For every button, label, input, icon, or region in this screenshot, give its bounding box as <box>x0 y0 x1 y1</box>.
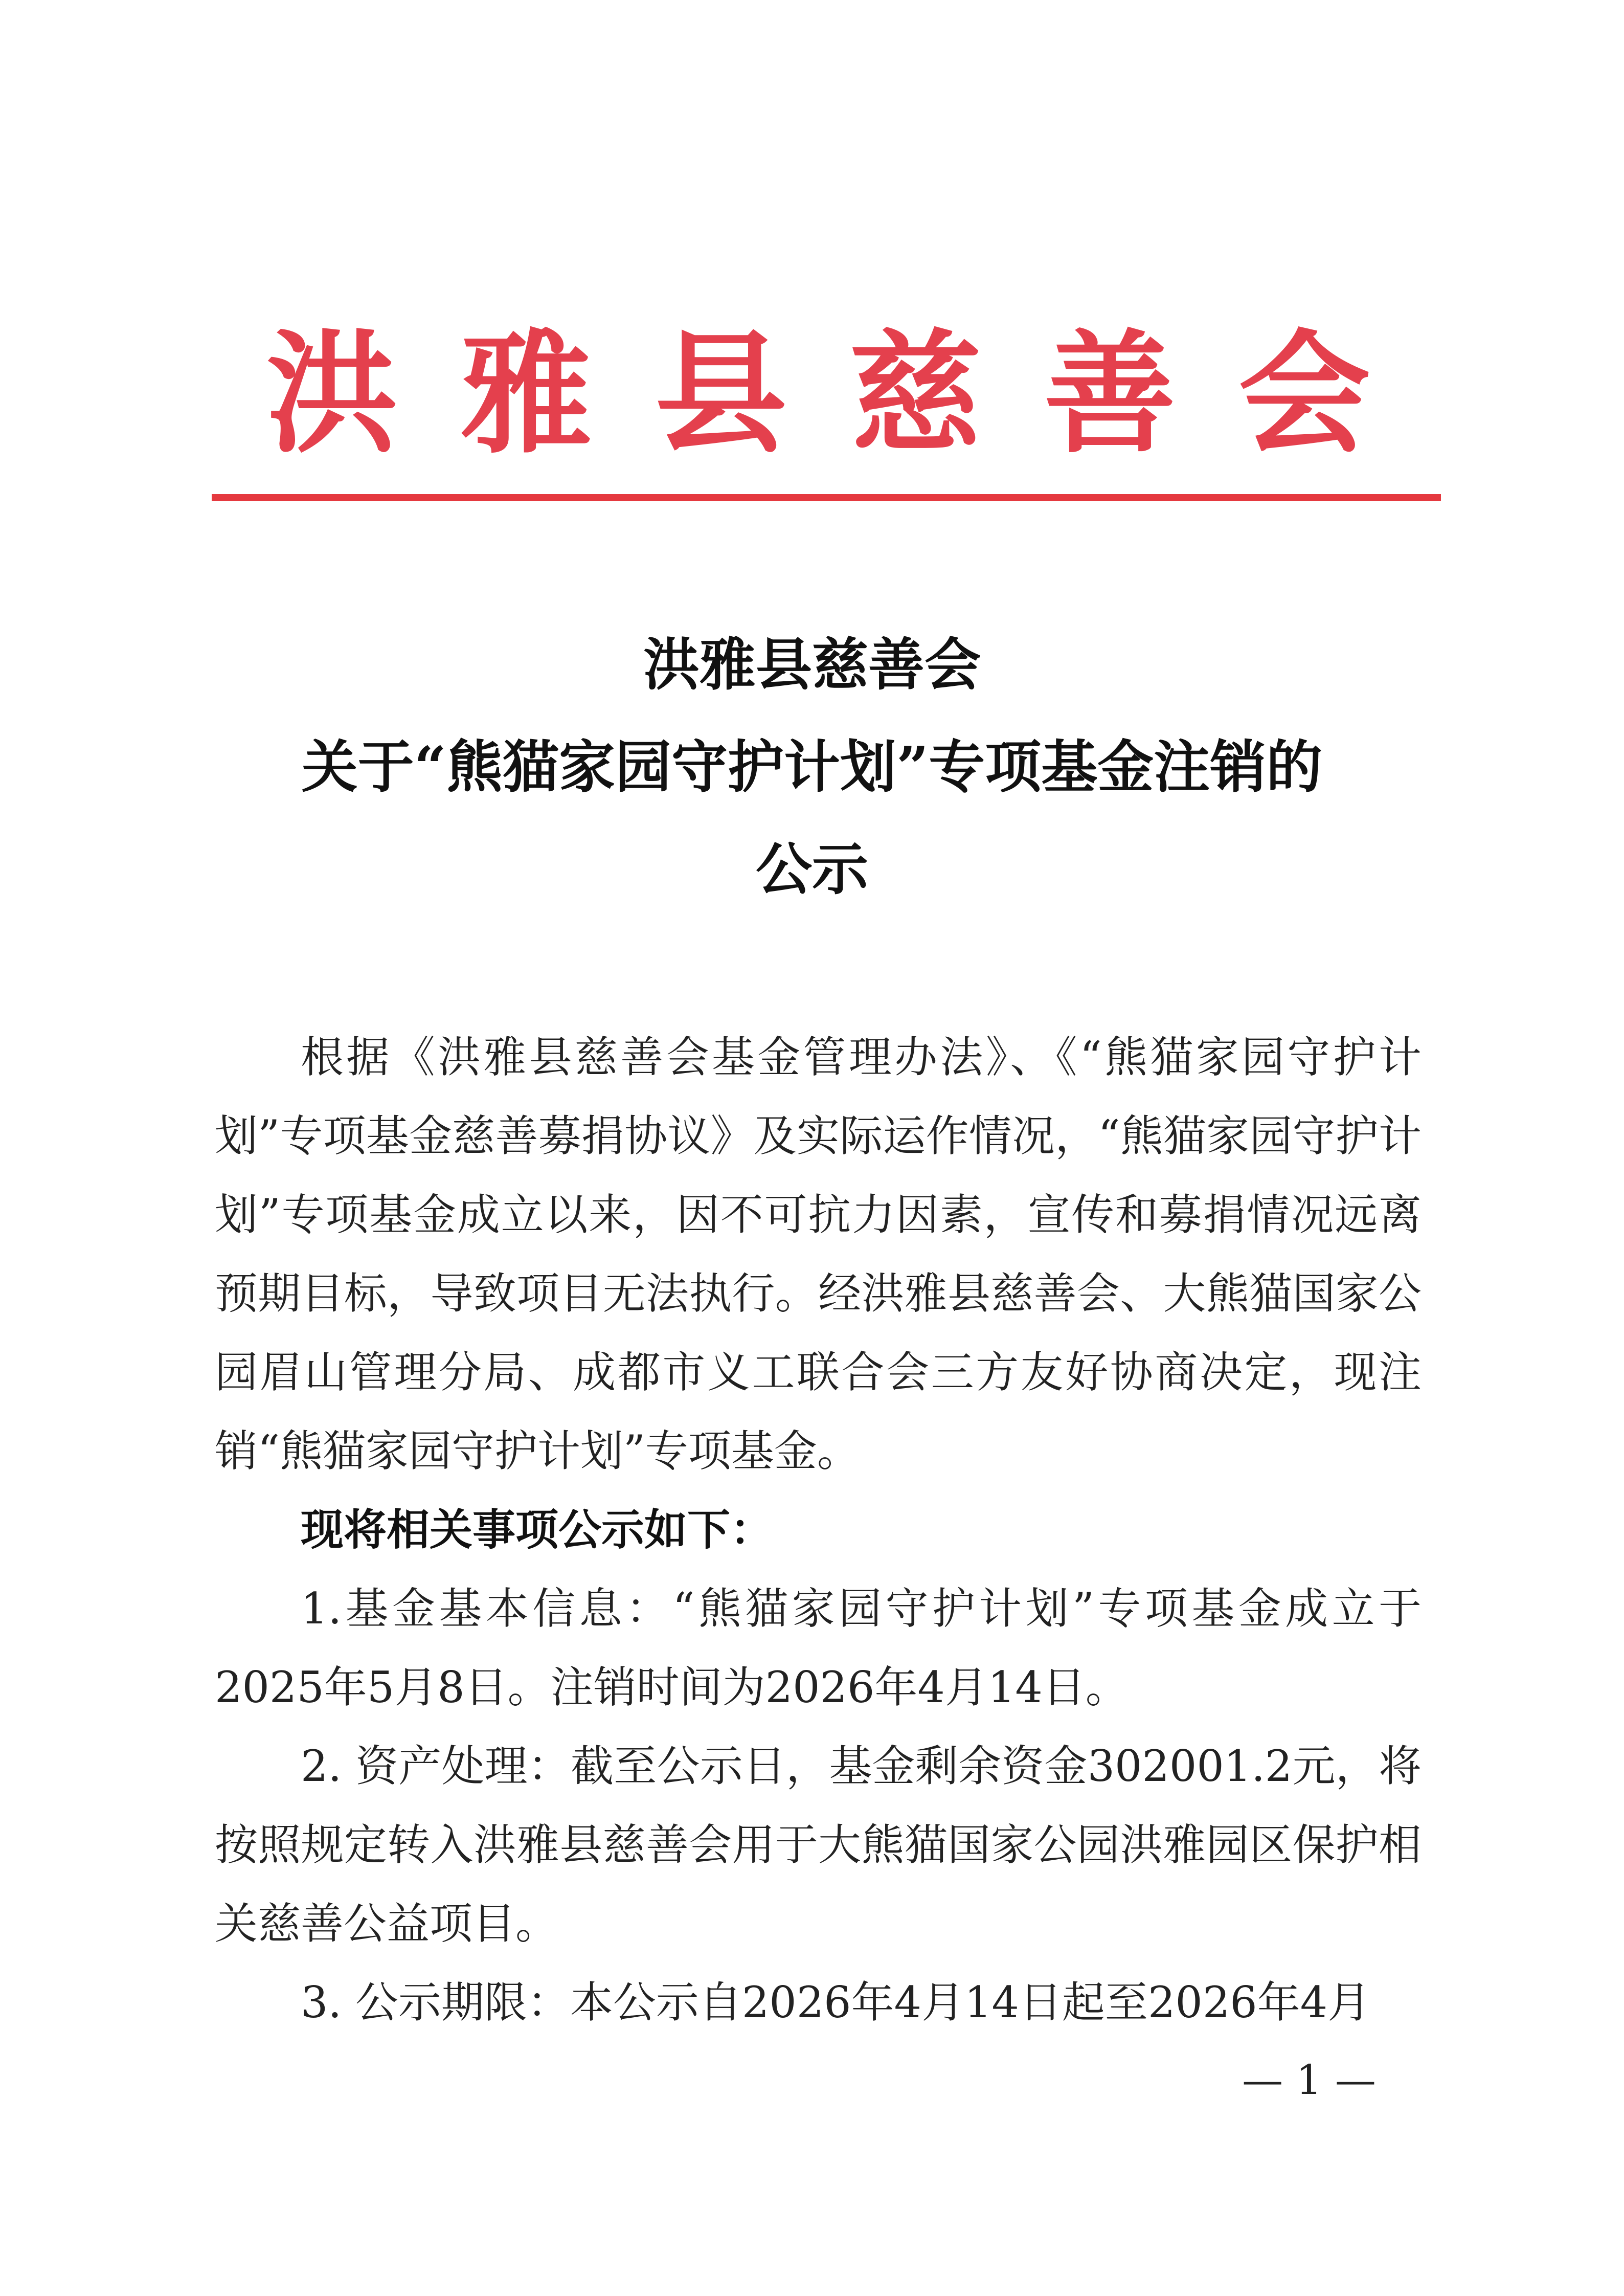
page-number: — 1 — <box>1242 2056 1376 2104</box>
title-line-1: 洪雅县慈善会 <box>643 632 981 698</box>
letterhead-char: 雅 <box>460 316 593 471</box>
letterhead-char: 会 <box>1238 316 1370 471</box>
letterhead <box>266 317 1370 471</box>
intro-paragraph: 根据《洪雅县慈善会基金管理办法》、《“熊猫家园守护计划”专项基金慈善募捐协议》及实际运作情况，“熊猫家园守护计划”专项基金成立以来，因不可抗力因素，宣传和募捐情况远离预期目标，导致项目无法执行。经洪雅县慈善会、大熊猫国家公园眉山管理分局、成都市义工联合会三方友好协商决定，现注销“熊猫家园守护计划”专项基金。 <box>215 1032 1422 1476</box>
items-heading: 现将相关事项公示如下： <box>301 1504 774 1555</box>
letterhead-char: 慈 <box>849 316 982 471</box>
document-title <box>153 614 1471 921</box>
letterhead-char: 善 <box>1044 316 1176 471</box>
letterhead-divider <box>212 494 1441 501</box>
letterhead-char: 县 <box>655 316 787 471</box>
item-basic-info: 1.基金基本信息：“熊猫家园守护计划”专项基金成立于2025年5月8日。注销时间为2026年4月14日。 <box>215 1584 1422 1712</box>
item-asset-handling: 2. 资产处理：截至公示日，基金剩余资金302001.2元，将按照规定转入洪雅县慈善会用于大熊猫国家公园洪雅园区保护相关慈善公益项目。 <box>215 1741 1422 1949</box>
title-line-2: 关于“熊猫家园守护计划”专项基金注销的 <box>301 734 1323 800</box>
document-body <box>215 1018 1422 2042</box>
title-line-3: 公示 <box>756 836 868 902</box>
item-notice-period: 3. 公示期限：本公示自2026年4月14日起至2026年4月 <box>301 1977 1371 2027</box>
letterhead-char: 洪 <box>266 316 398 471</box>
